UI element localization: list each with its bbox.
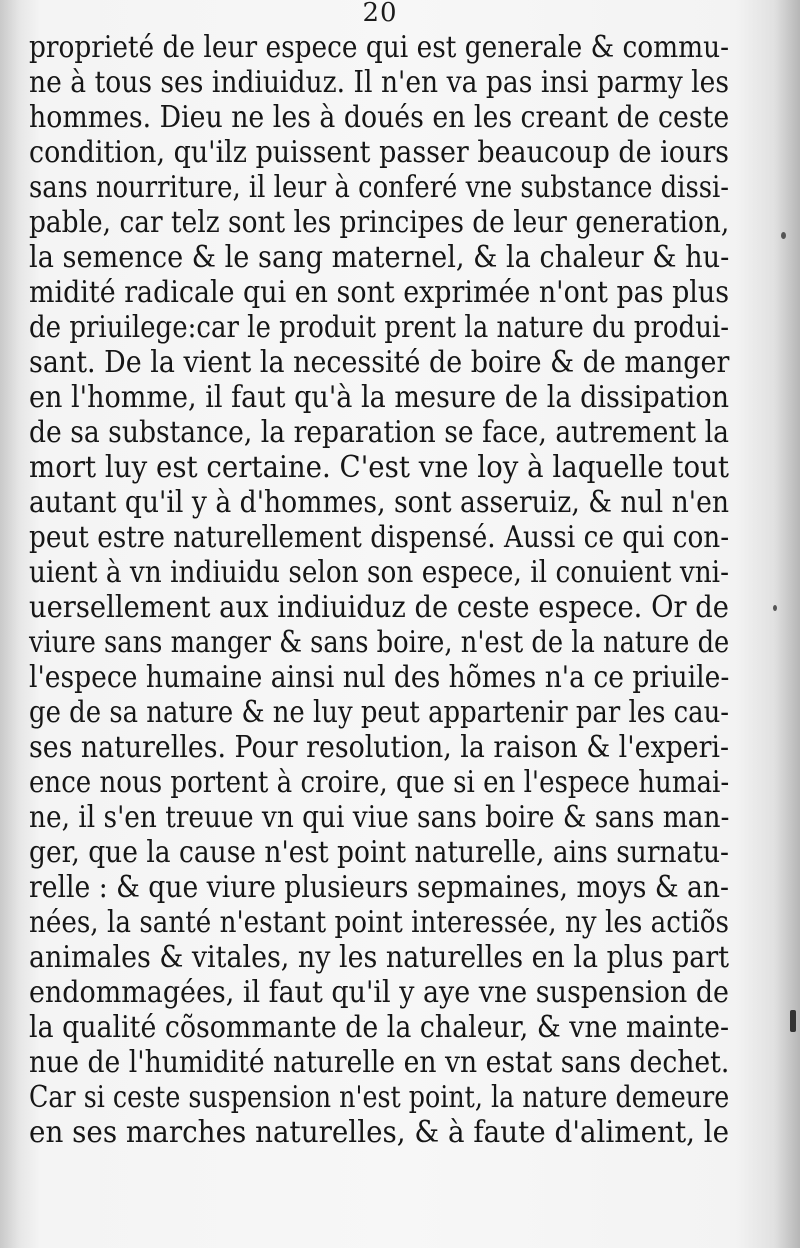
text-line: nées, la santé n'estant point interessée, ny les actiõs (29, 905, 729, 940)
text-line: ence nous portent à croire, que si en l'espece humai- (29, 765, 730, 800)
page-number: 20 (362, 0, 398, 28)
paper-speck (790, 1010, 796, 1032)
text-line: proprieté de leur espece qui est generale & commu- (29, 30, 730, 65)
text-line: peut estre naturellement dispensé. Aussi ce qui con- (29, 520, 730, 555)
text-line: midité radicale qui en sont exprimée n'ont pas plus (29, 275, 729, 310)
text-line: ger, que la cause n'est point naturelle, ains surnatu- (29, 835, 729, 870)
text-line: ne à tous ses indiuiduz. Il n'en va pas insi parmy les (29, 65, 729, 100)
text-line: ge de sa nature & ne luy peut appartenir par les cau- (29, 695, 729, 730)
text-line: la semence & le sang maternel, & la chaleur & hu- (29, 240, 730, 275)
text-line: ne, il s'en treuue vn qui viue sans boire & sans man- (29, 800, 730, 835)
text-line: sant. De la vient la necessité de boire & de manger (29, 345, 730, 380)
body-text (29, 30, 729, 1150)
page-edge-shadow (774, 0, 800, 1248)
text-line: autant qu'il y à d'hommes, sont asseruiz, & nul n'en (29, 485, 730, 520)
text-line: pable, car telz sont les principes de leur generation, (29, 205, 730, 240)
text-line: uient à vn indiuidu selon son espece, il conuient vni- (29, 555, 729, 590)
paper-speck (773, 605, 777, 611)
text-line: animales & vitales, ny les naturelles en la plus part (29, 940, 729, 975)
text-line: en l'homme, il faut qu'à la mesure de la dissipation (29, 380, 729, 415)
text-line: de sa substance, la reparation se face, autrement la (29, 415, 729, 450)
text-line: relle : & que viure plusieurs sepmaines, moys & an- (29, 870, 730, 905)
text-line: la qualité cõsommante de la chaleur, & vne mainte- (29, 1010, 730, 1045)
text-line: en ses marches naturelles, & à faute d'aliment, le (29, 1115, 730, 1150)
paper-speck (781, 232, 786, 239)
text-line: Car si ceste suspension n'est point, la nature demeure (29, 1080, 730, 1115)
text-line: mort luy est certaine. C'est vne loy à laquelle tout (29, 450, 729, 485)
text-line: endommagées, il faut qu'il y aye vne suspension de (29, 975, 729, 1010)
text-line: nue de l'humidité naturelle en vn estat sans dechet. (29, 1045, 730, 1080)
text-line: sans nourriture, il leur à conferé vne substance dissi- (29, 170, 729, 205)
text-line: viure sans manger & sans boire, n'est de la nature de (29, 625, 730, 660)
text-line: ses naturelles. Pour resolution, la raison & l'experi- (29, 730, 729, 765)
text-line: de priuilege:car le produit prent la nature du produi- (29, 310, 730, 345)
text-line: l'espece humaine ainsi nul des hõmes n'a ce priuile- (29, 660, 730, 695)
text-line: condition, qu'ilz puissent passer beaucoup de iours (29, 135, 729, 170)
text-line: uersellement aux indiuiduz de ceste espece. Or de (29, 590, 729, 625)
text-line: hommes. Dieu ne les à doués en les creant de ceste (29, 100, 730, 135)
